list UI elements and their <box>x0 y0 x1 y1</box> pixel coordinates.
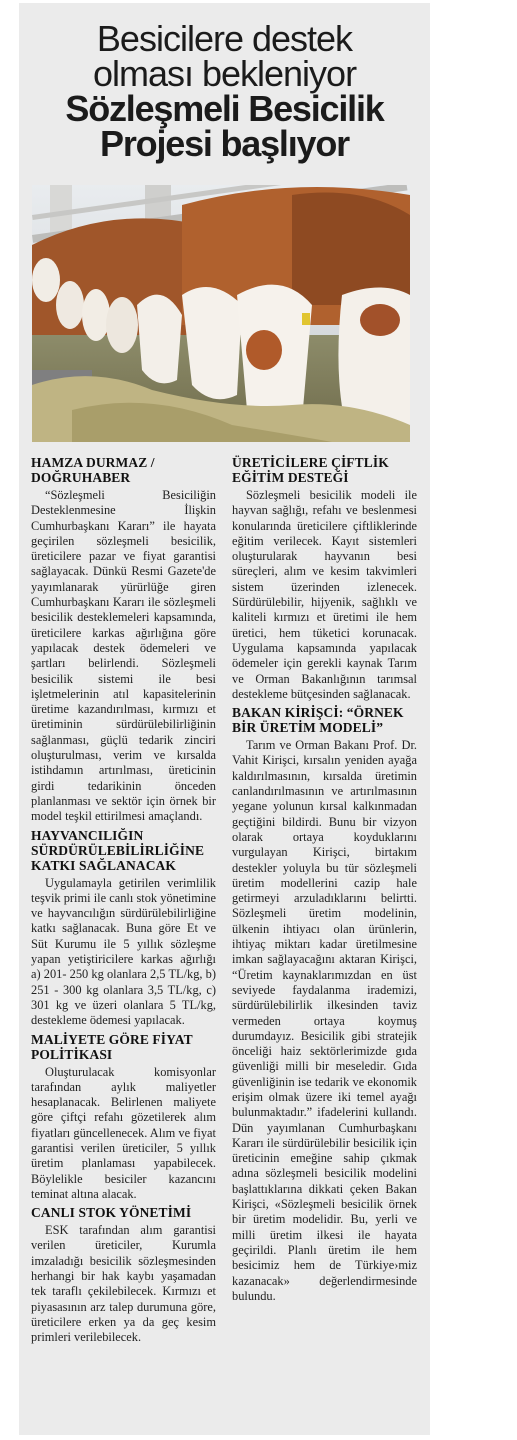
paragraph-live-stock: ESK tarafından alım garantisi verilen üreticiler, Kurumla imzaladığı besicilik sözleşmesinden herhangi bir hak kaybı yaşamadan tek taraflı çekilebilecek. Kırmızı et piyasasının arz talep durumuna göre, üreticilere erken ya da geç kesim primleri verilebilecek. <box>31 1223 216 1345</box>
paragraph-sustainability: Uygulamayla getirilen verimlilik teşvik primi ile canlı stok yönetimine ve hayvancılığın sürdürülebilirliğine katkı sağlanacak. Buna göre Et ve Süt Kurumu ile 5 yıllık sözleşme yapan yetiştiricilere karkas ağırlığı a) 201- 250 kg olanlara 2,5 TL/kg, b) 251 - 300 kg olanlara 3,5 TL/kg, c) 301 kg ve üzeri olanlara 5 TL/kg, destekleme ödemesi yapılacak. <box>31 875 216 1028</box>
subheading-live-stock: CANLI STOK YÖNETİMİ <box>31 1205 192 1221</box>
subheading-price-policy: MALİYETE GÖRE FİYAT POLİTİKASI <box>31 1031 193 1062</box>
headline-line-4: Projesi başlıyor <box>100 123 349 164</box>
headline-line-2: olması bekleniyor <box>92 53 357 94</box>
subheading-training: ÜRETİCİLERE ÇİFTLİK EĞİTİM DESTEĞİ <box>232 455 389 485</box>
paragraph-price-policy: Oluşturulacak komisyonlar tarafından aylık maliyetler hesaplanacak. Belirlenen maliyete göre çiftçi refahı gözetilerek alım fiyatları güncellenecek. Alım ve fiyat garantisi verilen üreticiler, 5 yıllık üretim planlaması yapabilecek. Böylelikle besiciler kazancını teminat altına alacak. <box>31 1064 216 1201</box>
newspaper-clipping <box>19 3 430 1435</box>
right-column <box>232 453 417 1307</box>
subheading-sustainability: HAYVANCILIĞIN SÜRDÜRÜLEBİLİRLİĞİNE KATKI SAĞLANACAK <box>31 827 205 873</box>
paragraph-minister: Tarım ve Orman Bakanı Prof. Dr. Vahit Kirişci, kırsalın yeniden ayağa kaldırılmasının, kırsalda üretimin canlandırılmasının ve artırılmasının yegane yolunun kırsal kalkınmadan geçtiğini bildirdi. Bunu bir vizyon olarak ortaya koyduklarını vurgulayan Kirişci, birtakım destekler yoluyla bu tür sözleşmeli üretim modellerini cazip hale getirmeyi arzuladıklarını belirtti. Sözleşmeli üretim modelinin, ülkenin ihtiyacı olan ürünlerin, ihtiyaç miktarı kadar üretilmesine imkan sağlayacağını aktaran Kirişci, “Üretim kaynaklarımızdan en üst seviyede faydalanma irademizi, sürdürülebilirlik ilkesinden taviz vermeden ortaya koymuş durumdayız. Besicilik gibi stratejik önceliği haiz sektörlerimizde gıda güvenliği milli bir meseledir. Gıda güvenliğinin ise tedarik ve ekonomik erişim olmak üzere iki temel ayağı bulunmaktadır.” ifadelerini kullandı. Dün yayımlanan Cumhurbaşkanı Kararı ile sürdürülebilir besicilik için üreticinin emeğine sahip çıkmak adına sözleşmeli besicilik modelini başlattıklarına dikkati çeken Bakan Kirişci, «Sözleşmeli besicilik örnek bir üretim modelidir. Bu, yerli ve milli üretim ilkesi ile hayata geçirildi. Planlı üretim ile hem besicimiz hem de Türkiye›miz kazanacak» değerlendirmesinde bulundu. <box>232 738 417 1303</box>
cattle-feeding-photo <box>32 185 410 442</box>
paragraph-training: Sözleşmeli besicilik modeli ile hayvan sağlığı, refahı ve beslenmesi konularında üreticilere çiftliklerinde eğitim verilecek. Kayıt sistemleri oluşturularak hayvanın besi süreçleri, alım ve kesim takvimleri sistem üzerinden izlenecek. Sürdürülebilir, hijyenik, sağlıklı ve kaliteli kırmızı et üretimi ile hem üretici, hem tüketici korunacak. Uygulama kapsamında yapılacak ödemeler için gerekli kaynak Tarım ve Orman Bakanlığının tarımsal destekleme bütçesinden sağlanacak. <box>232 488 417 701</box>
left-column <box>31 453 216 1349</box>
headline-line-3: Sözleşmeli Besicilik <box>65 88 384 129</box>
byline: HAMZA DURMAZ / DOĞRUHABER <box>31 455 155 485</box>
headline-line-1: Besicilere destek <box>96 18 353 59</box>
subheading-minister: BAKAN KİRİŞCİ: “ÖRNEK BİR ÜRETİM MODELİ” <box>232 705 404 736</box>
paragraph-intro: “Sözleşmeli Besiciliğin Desteklenmesine İlişkin Cumhurbaşkanı Kararı” ile hayata geçirilen sözleşmeli besicilik, üreticilere pazar ve fiyat garantisi sağlayacak. Dünkü Resmi Gazete'de yayımlanarak yürürlüğe giren Cumhurbaşkanı Kararı ile sözleşmeli besicilik desteklemeleri kapsamında, üreticilere karkas ağırlığına göre yapılacak destek ödemeleri ve şartları belirlendi. Sözleşmeli besicilik sistemi ile besi işletmelerinin atıl kapasitelerinin üretime kazandırılması, kırmızı et üretiminin sürdürülebilirliğinin sağlanması, güçlü tedarik zinciri oluşturulması, verim ve kırsalda istihdamın artırılması, üreticinin girdi tedarikinin önceden planlanması ve sektör için örnek bir model teşkil ettirilmesi amaçlandı. <box>31 488 216 824</box>
